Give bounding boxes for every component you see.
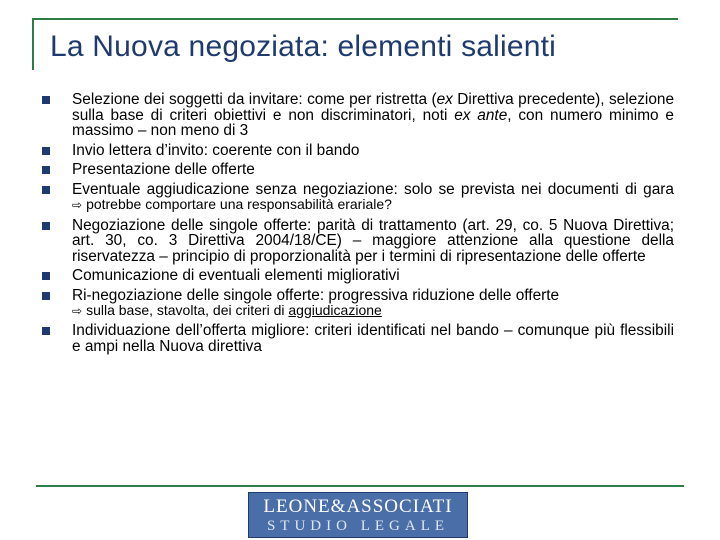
- bullet-text: Negoziazione delle singole offerte: parità di trattamento (art. 29, co. 5 Nuova Direttiva; art. 30, co. 3 Direttiva 2004/18/CE) – maggiore attenzione alla questione della riservatezza – principio di proporzionalità per i termini di ripresentazione delle offerte: [72, 216, 674, 265]
- bullet-text: Eventuale aggiudicazione senza negoziazione: solo se prevista nei documenti di gara: [72, 180, 674, 198]
- frame-top-line: [32, 18, 678, 20]
- bullet-text: Presentazione delle offerte: [72, 161, 255, 178]
- bullet-text: , con numero minimo e massimo – non meno di 3: [72, 106, 674, 139]
- square-bullet-icon: [42, 222, 50, 230]
- bullet-list: [38, 92, 674, 358]
- bullet-text: Comunicazione di eventuali elementi migliorativi: [72, 267, 400, 284]
- bullet-note: potrebbe comportare una responsabilità erariale?: [86, 196, 392, 212]
- firm-logo: [248, 492, 468, 538]
- bullet-presentazione: [38, 162, 674, 178]
- bullet-selezione: [38, 92, 674, 139]
- square-bullet-icon: [42, 147, 50, 155]
- bullet-text: Individuazione dell’offerta migliore: criteri identificati nel bando – comunque più flessibili e ampi nella Nuova direttiva: [72, 322, 674, 355]
- bullet-rinegoziazione: [38, 288, 674, 320]
- bullet-text-italic: ex: [436, 91, 453, 108]
- bullet-text: Ri-negoziazione delle singole offerte: progressiva riduzione delle offerte: [72, 286, 560, 304]
- square-bullet-icon: [42, 292, 50, 300]
- square-bullet-icon: [42, 186, 50, 194]
- bullet-text: Selezione dei soggetti da invitare: come per ristretta (: [72, 91, 437, 108]
- square-bullet-icon: [42, 166, 50, 174]
- right-arrow-icon: ⇨: [72, 304, 83, 318]
- bullet-text-italic: ex ante: [454, 106, 508, 124]
- bullet-negoziazione: [38, 218, 674, 265]
- slide-title: La Nuova negoziata: elementi salienti: [50, 30, 557, 63]
- bullet-aggiudicazione: [38, 182, 674, 214]
- square-bullet-icon: [42, 96, 50, 104]
- bullet-text: Direttiva precedente), selezione sulla base di criteri obiettivi e non discriminatori, noti: [72, 91, 674, 124]
- right-arrow-icon: ⇨: [72, 198, 83, 212]
- frame-left-line: [32, 18, 34, 70]
- square-bullet-icon: [42, 272, 50, 280]
- bullet-note-underlined: aggiudicazione: [288, 302, 382, 318]
- bullet-comunicazione: [38, 268, 674, 284]
- square-bullet-icon: [42, 327, 50, 335]
- bullet-note: [72, 303, 674, 319]
- bullet-text: Invio lettera d’invito: coerente con il bando: [72, 141, 360, 159]
- bullet-note-text: sulla base, stavolta, dei criteri di: [86, 302, 289, 318]
- bottom-rule: [36, 485, 684, 487]
- logo-firm-name: LEONE&ASSOCIATI: [263, 496, 453, 517]
- bullet-invio-lettera: [38, 143, 674, 159]
- bullet-individuazione: [38, 323, 674, 354]
- logo-subtitle: STUDIO LEGALE: [266, 518, 450, 534]
